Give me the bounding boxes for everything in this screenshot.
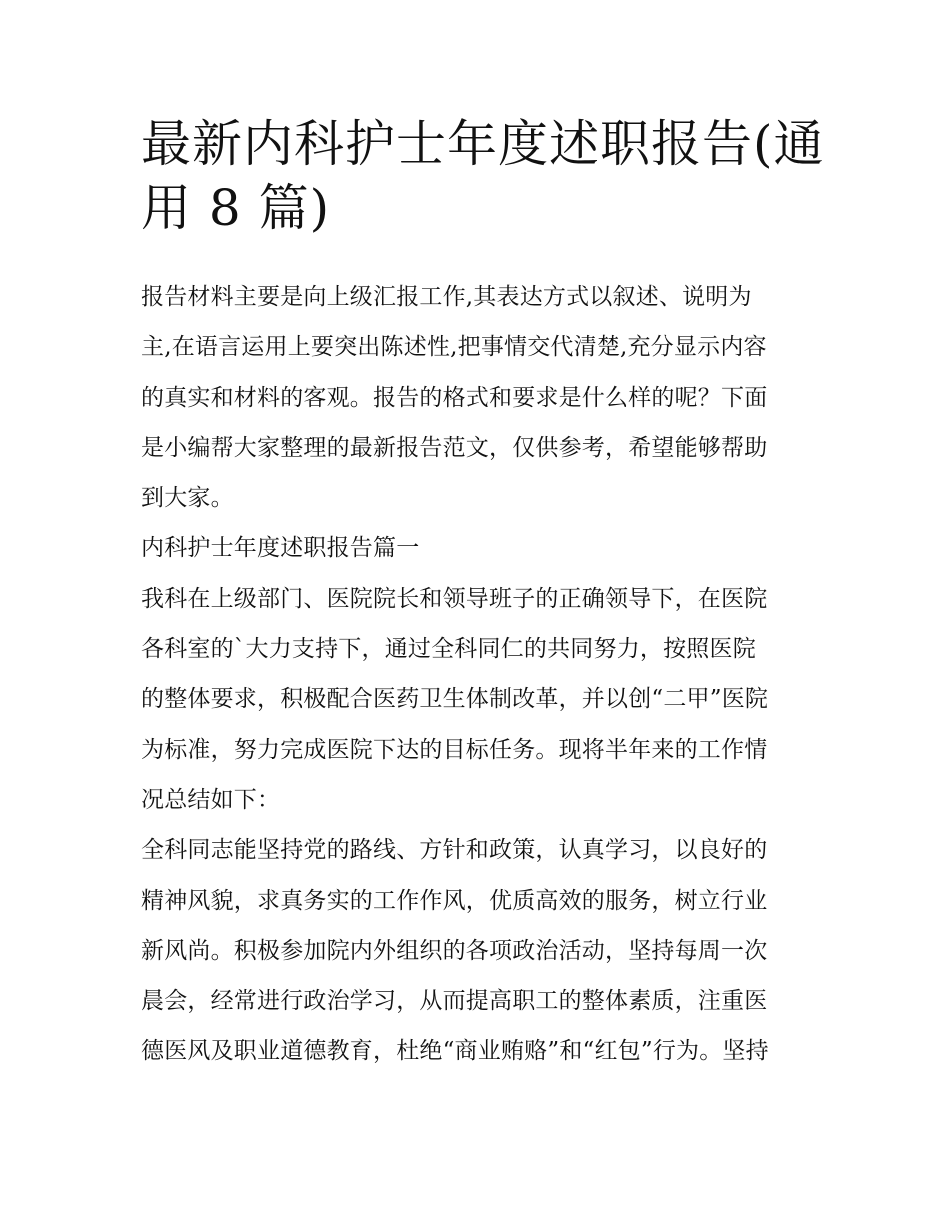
section-heading: 内科护士年度述职报告篇一: [141, 535, 420, 562]
document-page: [141, 112, 825, 1077]
text-line: 德医风及职业道德教育，杜绝“商业贿赂”和“红包”行为。坚持: [141, 1038, 769, 1065]
text-line: 的整体要求，积极配合医药卫生体制改革，并以创“二甲”医院: [141, 686, 769, 713]
text-line: 是小编帮大家整理的最新报告范文，仅供参考，希望能够帮助: [141, 434, 768, 461]
text-line: 新风尚。积极参加院内外组织的各项政治活动，坚持每周一次: [141, 937, 768, 964]
text-line: 的真实和材料的客观。报告的格式和要求是什么样的呢？下面: [141, 384, 768, 411]
title-line: 最新内科护士年度述职报告(通: [141, 115, 825, 173]
text-line: 精神风貌，求真务实的工作作风，优质高效的服务，树立行业: [141, 887, 768, 914]
text-line: 主,在语言运用上要突出陈述性,把事情交代清楚,充分显示内容: [141, 334, 767, 361]
text-line: 晨会，经常进行政治学习，从而提高职工的整体素质，注重医: [141, 988, 768, 1015]
text-line: 我科在上级部门、医院院长和领导班子的正确领导下，在医院: [141, 585, 768, 612]
text-line: 报告材料主要是向上级汇报工作,其表达方式以叙述、说明为: [141, 284, 752, 310]
text-line: 到大家。: [141, 485, 234, 512]
text-line: 况总结如下：: [141, 786, 281, 813]
title-line: 用 8 篇): [141, 179, 331, 237]
text-line: 各科室的`大力支持下，通过全科同仁的共同努力，按照医院: [141, 636, 756, 663]
text-line: 为标准，努力完成医院下达的目标任务。现将半年来的工作情: [141, 736, 768, 763]
text-line: 全科同志能坚持党的路线、方针和政策，认真学习，以良好的: [141, 837, 768, 864]
document-title: [141, 112, 825, 240]
document-body: [141, 272, 811, 1077]
